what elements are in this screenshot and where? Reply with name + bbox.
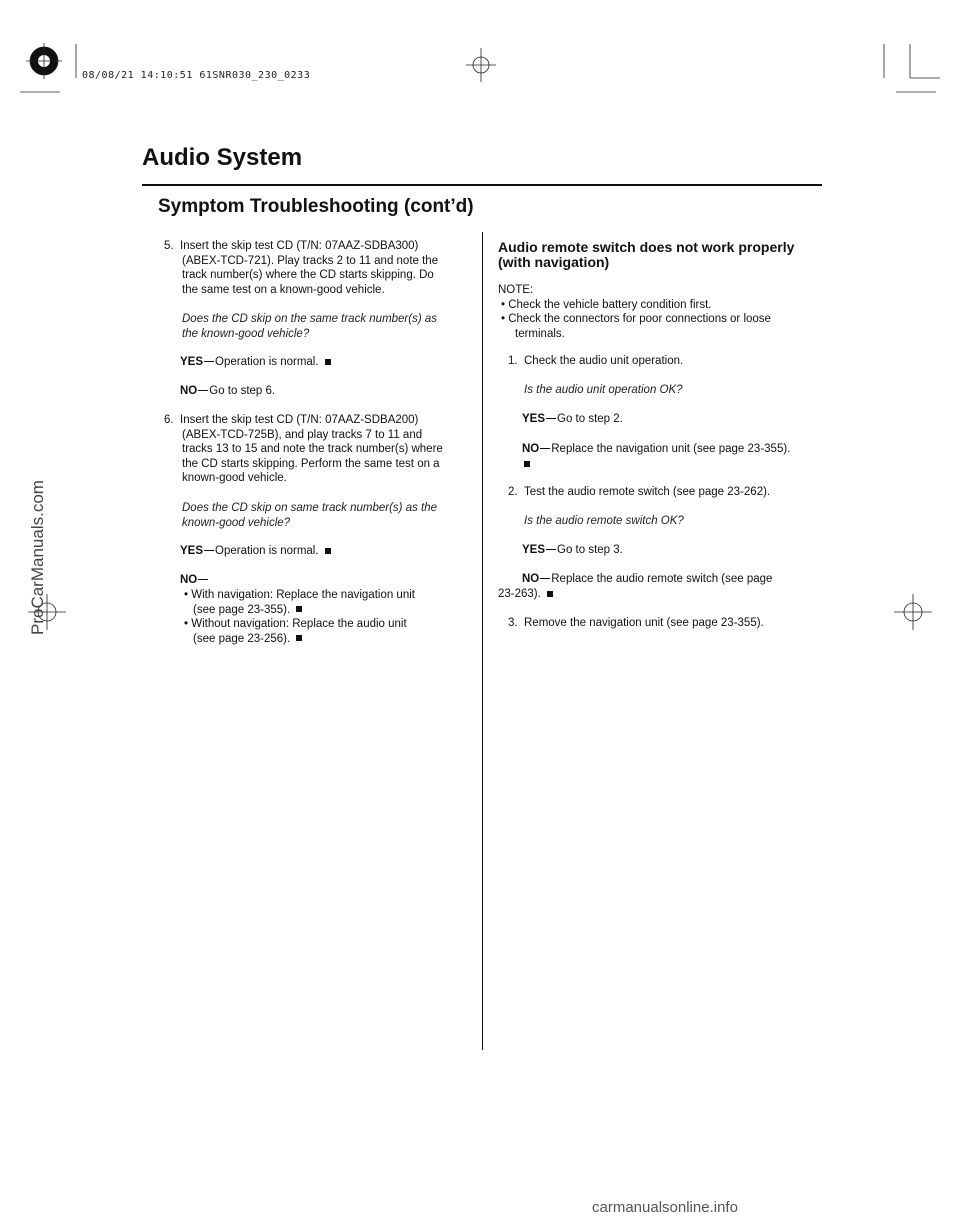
step-2-no-cont: 23-263). xyxy=(498,587,553,602)
step-2-no: NO Replace the audio remote switch (see page xyxy=(522,573,773,585)
note-label: NOTE: xyxy=(498,284,534,296)
step-6-yes: YES Operation is normal. xyxy=(180,544,331,559)
step-1-no: NO Replace the navigation unit (see page 23-355). xyxy=(522,443,791,455)
end-mark-icon xyxy=(296,635,302,641)
column-divider xyxy=(482,232,483,1050)
step-5-line: Insert the skip test CD (T/N: 07AAZ-SDBA300) xyxy=(180,240,419,252)
step-2: 2. Test the audio remote switch (see page 23-262). xyxy=(508,486,771,498)
step-1-end xyxy=(518,457,530,472)
step-1-yes: YES Go to step 2. xyxy=(522,413,623,425)
step-5: 5. Insert the skip test CD (T/N: 07AAZ-SDBA300) (ABEX-TCD-721). Play tracks 2 to 11 and note the track number(s) where the CD starts skipping. Do the same test on a known-good vehicle. xyxy=(164,240,439,296)
section-heading: Audio remote switch does not work properly (with navigation) xyxy=(498,239,795,270)
title-rule xyxy=(142,184,822,186)
end-mark-icon xyxy=(547,591,553,597)
end-mark-icon xyxy=(524,461,530,467)
step-2-question: Is the audio remote switch OK? xyxy=(524,515,684,527)
step-6-no-items: • With navigation: Replace the navigation unit (see page 23-355). • Without navigation: Replace the audio unit (see page 23-256). xyxy=(184,589,415,645)
no-label: NO xyxy=(522,573,540,585)
yes-label: YES xyxy=(180,545,204,557)
print-timestamp: 08/08/21 14:10:51 61SNR030_230_0233 xyxy=(82,70,311,81)
footer-watermark: carmanualsonline.info xyxy=(592,1199,738,1216)
step-6-no xyxy=(180,573,209,588)
no-label: NO xyxy=(522,443,540,455)
step-5-yes: YES Operation is normal. xyxy=(180,355,331,370)
step-5-question: Does the CD skip on the same track number(s) as the known-good vehicle? xyxy=(182,313,438,340)
step-6: 6. Insert the skip test CD (T/N: 07AAZ-SDBA200) (ABEX-TCD-725B), and play tracks 7 to 11 and tracks 13 to 15 and note the track number(s) where the CD starts skipping. Perform the same test on a known-good vehicle. xyxy=(164,414,443,484)
step-3: 3. Remove the navigation unit (see page 23-355). xyxy=(508,617,764,629)
note-block: NOTE: • Check the vehicle battery condition first. • Check the connectors for poor connections or loose terminals. xyxy=(498,284,771,340)
step-5-no: NO Go to step 6. xyxy=(180,385,276,397)
yes-label: YES xyxy=(522,544,546,556)
no-label: NO xyxy=(180,574,198,586)
yes-label: YES xyxy=(180,356,204,368)
step-5-line: (ABEX-TCD-721). Play tracks 2 to 11 and note the xyxy=(182,254,439,267)
end-mark-icon xyxy=(325,548,331,554)
yes-label: YES xyxy=(522,413,546,425)
step-1-question: Is the audio unit operation OK? xyxy=(524,384,683,396)
step-2-yes: YES Go to step 3. xyxy=(522,544,623,556)
left-column xyxy=(164,239,474,659)
step-5-line: the same test on a known-good vehicle. xyxy=(182,283,385,296)
no-label: NO xyxy=(180,385,198,397)
page-title: Audio System xyxy=(142,144,303,171)
end-mark-icon xyxy=(296,606,302,612)
side-watermark: ProCarManuals.com xyxy=(28,480,47,635)
right-column xyxy=(498,240,818,640)
end-mark-icon xyxy=(325,359,331,365)
page-subtitle: Symptom Troubleshooting (cont’d) xyxy=(158,196,474,217)
step-1: 1. Check the audio unit operation. xyxy=(508,355,684,367)
step-6-question: Does the CD skip on same track number(s) as the known-good vehicle? xyxy=(182,502,438,529)
step-5-line: track number(s) where the CD starts skipping. Do xyxy=(182,269,434,281)
